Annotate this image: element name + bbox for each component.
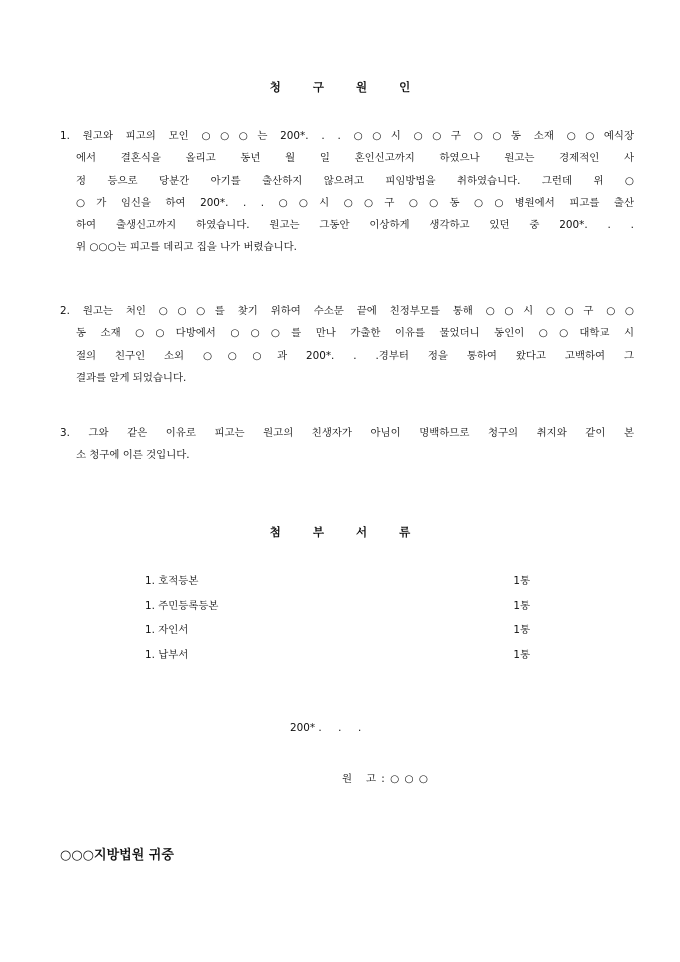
attachment-qty: 1통 — [513, 599, 530, 612]
paragraph-line: ○가 임신을 하여 200*. . . ○○시 ○○구 ○○동 ○○병원에서 피고를 출산 — [76, 196, 634, 209]
paragraph-line: 동 소재 ○○다방에서 ○○○를 만나 가출한 이유를 물었더니 동인이 ○○대학교 시 — [76, 327, 634, 340]
paragraph-line: 3. 그와 같은 이유로 피고는 원고의 친생자가 아님이 명백하므로 청구의 취지와 같이 본 — [60, 427, 634, 439]
paragraph-1 — [60, 125, 634, 259]
attachment-qty: 1통 — [513, 624, 530, 636]
paragraph-line: 정 등으로 당분간 아기를 출산하지 않으려고 피임방법을 취하였습니다. 그런데 위 ○ — [76, 174, 634, 187]
attachment-name: 1. 호적등본 — [145, 575, 199, 587]
heading-claim-cause: 청 구 원 인 — [269, 80, 425, 94]
attachment-name: 1. 자인서 — [145, 624, 189, 636]
paragraph-line: 2. 원고는 처인 ○○○를 찾기 위하여 수소문 끝에 친정부모를 통해 ○○시 ○○구 ○○ — [60, 305, 634, 317]
paragraph-line: 1. 원고와 피고의 모인 ○○○는 200*. . . ○○시 ○○구 ○○동 소재 ○○예식장 — [60, 130, 634, 142]
paragraph-line: 위 ○○○는 피고를 데리고 집을 나가 버렸습니다. — [76, 241, 297, 254]
attachment-qty: 1통 — [513, 648, 530, 661]
attachment-row — [145, 572, 530, 597]
paragraph-line: 결과를 알게 되었습니다. — [76, 371, 187, 384]
filing-date: 200* . . . — [290, 722, 362, 734]
paragraph-line: 절의 친구인 소외 ○○○과 200*. . .경부터 정을 통하여 왔다고 고백하여 그 — [76, 349, 634, 362]
attachment-row — [145, 621, 530, 646]
heading-attachments: 첨 부 서 류 — [269, 525, 425, 539]
court-addressee: ○○○지방법원 귀중 — [60, 848, 174, 863]
attachment-row — [145, 597, 530, 622]
paragraph-3 — [60, 422, 634, 467]
paragraph-line: 소 청구에 이른 것입니다. — [76, 449, 190, 462]
attachment-name: 1. 납부서 — [145, 648, 189, 661]
attachment-row — [145, 646, 530, 671]
attachment-list — [145, 572, 530, 670]
attachment-name: 1. 주민등록등본 — [145, 599, 219, 612]
paragraph-2 — [60, 300, 634, 389]
paragraph-line: 하여 출생신고까지 하였습니다. 원고는 그동안 이상하게 생각하고 있던 중 200*. . . — [76, 219, 634, 232]
plaintiff-signature: 원 고 : ○ ○ ○ — [342, 773, 429, 785]
paragraph-line: 에서 결혼식을 올리고 동년 월 일 혼인신고까지 하였으나 원고는 경제적인 사 — [76, 152, 634, 165]
attachment-qty: 1통 — [513, 575, 530, 587]
